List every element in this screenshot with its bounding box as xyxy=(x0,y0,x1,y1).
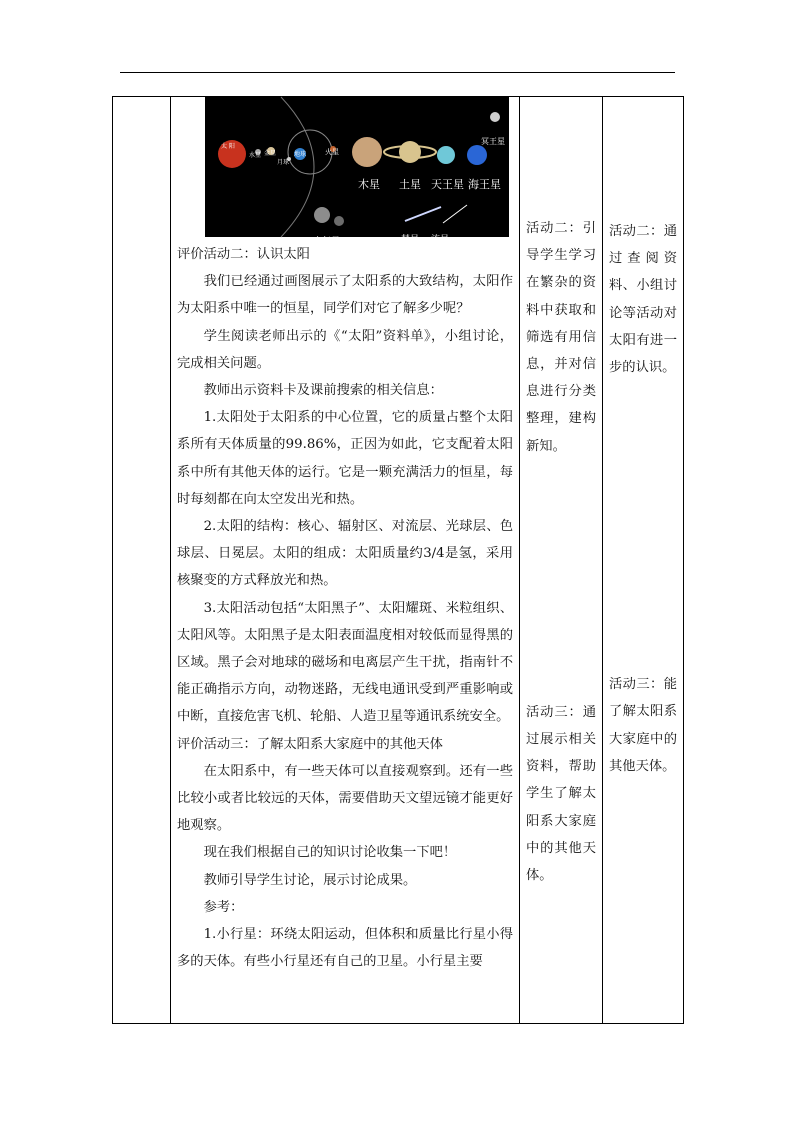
solar-system-image xyxy=(205,97,509,247)
saturn-label: 土星 xyxy=(399,178,421,191)
pluto-label: 冥王星 xyxy=(481,137,505,146)
list-item: 2.太阳的结构：核心、辐射区、对流层、光球层、色球层、日冕层。太阳的组成：太阳质量约3/4是氢，采用核聚变的方式释放光和热。 xyxy=(177,519,513,589)
intent-activity2: 活动二：引导学生学习在繁杂的资料中获取和筛选有用信息，并对信息进行分类整理，建构新知。 xyxy=(526,221,596,454)
uranus-label: 天王星 xyxy=(431,178,464,191)
paragraph: 教师出示资料卡及课前搜索的相关信息： xyxy=(203,383,443,399)
activity2-heading: 评价活动二：认识太阳 xyxy=(177,247,310,262)
header-rule xyxy=(120,72,675,73)
paragraph: 我们已经通过画图展示了太阳系的大致结构，太阳作为太阳系中唯一的恒星，同学们对它了解多少呢？ xyxy=(177,274,513,317)
design-intent-column xyxy=(520,97,603,1024)
moon-label: 月球 xyxy=(277,159,290,166)
lesson-table xyxy=(112,96,684,1024)
meteor-label: 流星 xyxy=(431,235,450,245)
list-item: 1.太阳处于太阳系的中心位置，它的质量占整个太阳系所有天体质量的99.86%，正因为如此，它支配着太阳系中所有其他天体的运行。它是一颗充满活力的恒星，每时每刻都在向太空发出光和热。 xyxy=(177,410,513,507)
process-column xyxy=(171,97,520,1024)
sun-label: 太 阳 xyxy=(221,143,235,150)
comet-label: 彗星 xyxy=(401,235,420,245)
intent-activity3: 活动三：通过展示相关资料，帮助学生了解太阳系大家庭中的其他天体。 xyxy=(526,704,596,884)
empty-column xyxy=(113,97,171,1024)
paragraph: 在太阳系中，有一些天体可以直接观察到。还有一些比较小或者比较远的天体，需要借助天文望远镜才能更好地观察。 xyxy=(177,763,513,834)
paragraph: 教师引导学生讨论，展示讨论成果。 xyxy=(203,872,417,888)
activity3-heading: 评价活动三：了解太阳系大家庭中的其他天体 xyxy=(177,736,443,752)
mercury-label: 水星 xyxy=(249,152,262,159)
list-item: 1.小行星：环绕太阳运动，但体积和质量比行星小得多的天体。有些小行星还有自己的卫星。小行星主要 xyxy=(177,927,513,970)
paragraph: 学生阅读老师出示的《“太阳”资料单》，小组讨论，完成相关问题。 xyxy=(177,328,513,371)
list-item: 3.太阳活动包括“太阳黑子”、太阳耀斑、米粒组织、太阳风等。太阳黑子是太阳表面温度相对较低而显得黑的区域。黑子会对地球的磁场和电离层产生干扰，指南针不能正确指示方向，动物迷路，无线电通讯受到严重影响或中断，直接危害飞机、轮船、人造卫星等通讯系统安全。 xyxy=(177,600,513,725)
paragraph: 现在我们根据自己的知识讨论收集一下吧！ xyxy=(203,845,457,861)
evaluation-activity2: 活动二：通过查阅资料、小组讨论等活动对太阳有进一步的认识。 xyxy=(609,224,677,376)
jupiter-label: 木星 xyxy=(358,178,380,191)
paragraph: 参考： xyxy=(203,899,244,915)
venus-label: 金星 xyxy=(264,150,277,157)
asteroid-label: 小行星 xyxy=(313,237,341,247)
evaluation-activity3: 活动三：能了解太阳系大家庭中的其他天体。 xyxy=(609,677,677,774)
evaluation-column xyxy=(603,97,684,1024)
earth-label: 地球 xyxy=(294,151,307,158)
neptune-label: 海王星 xyxy=(468,178,501,191)
mars-label: 火星 xyxy=(325,148,339,156)
